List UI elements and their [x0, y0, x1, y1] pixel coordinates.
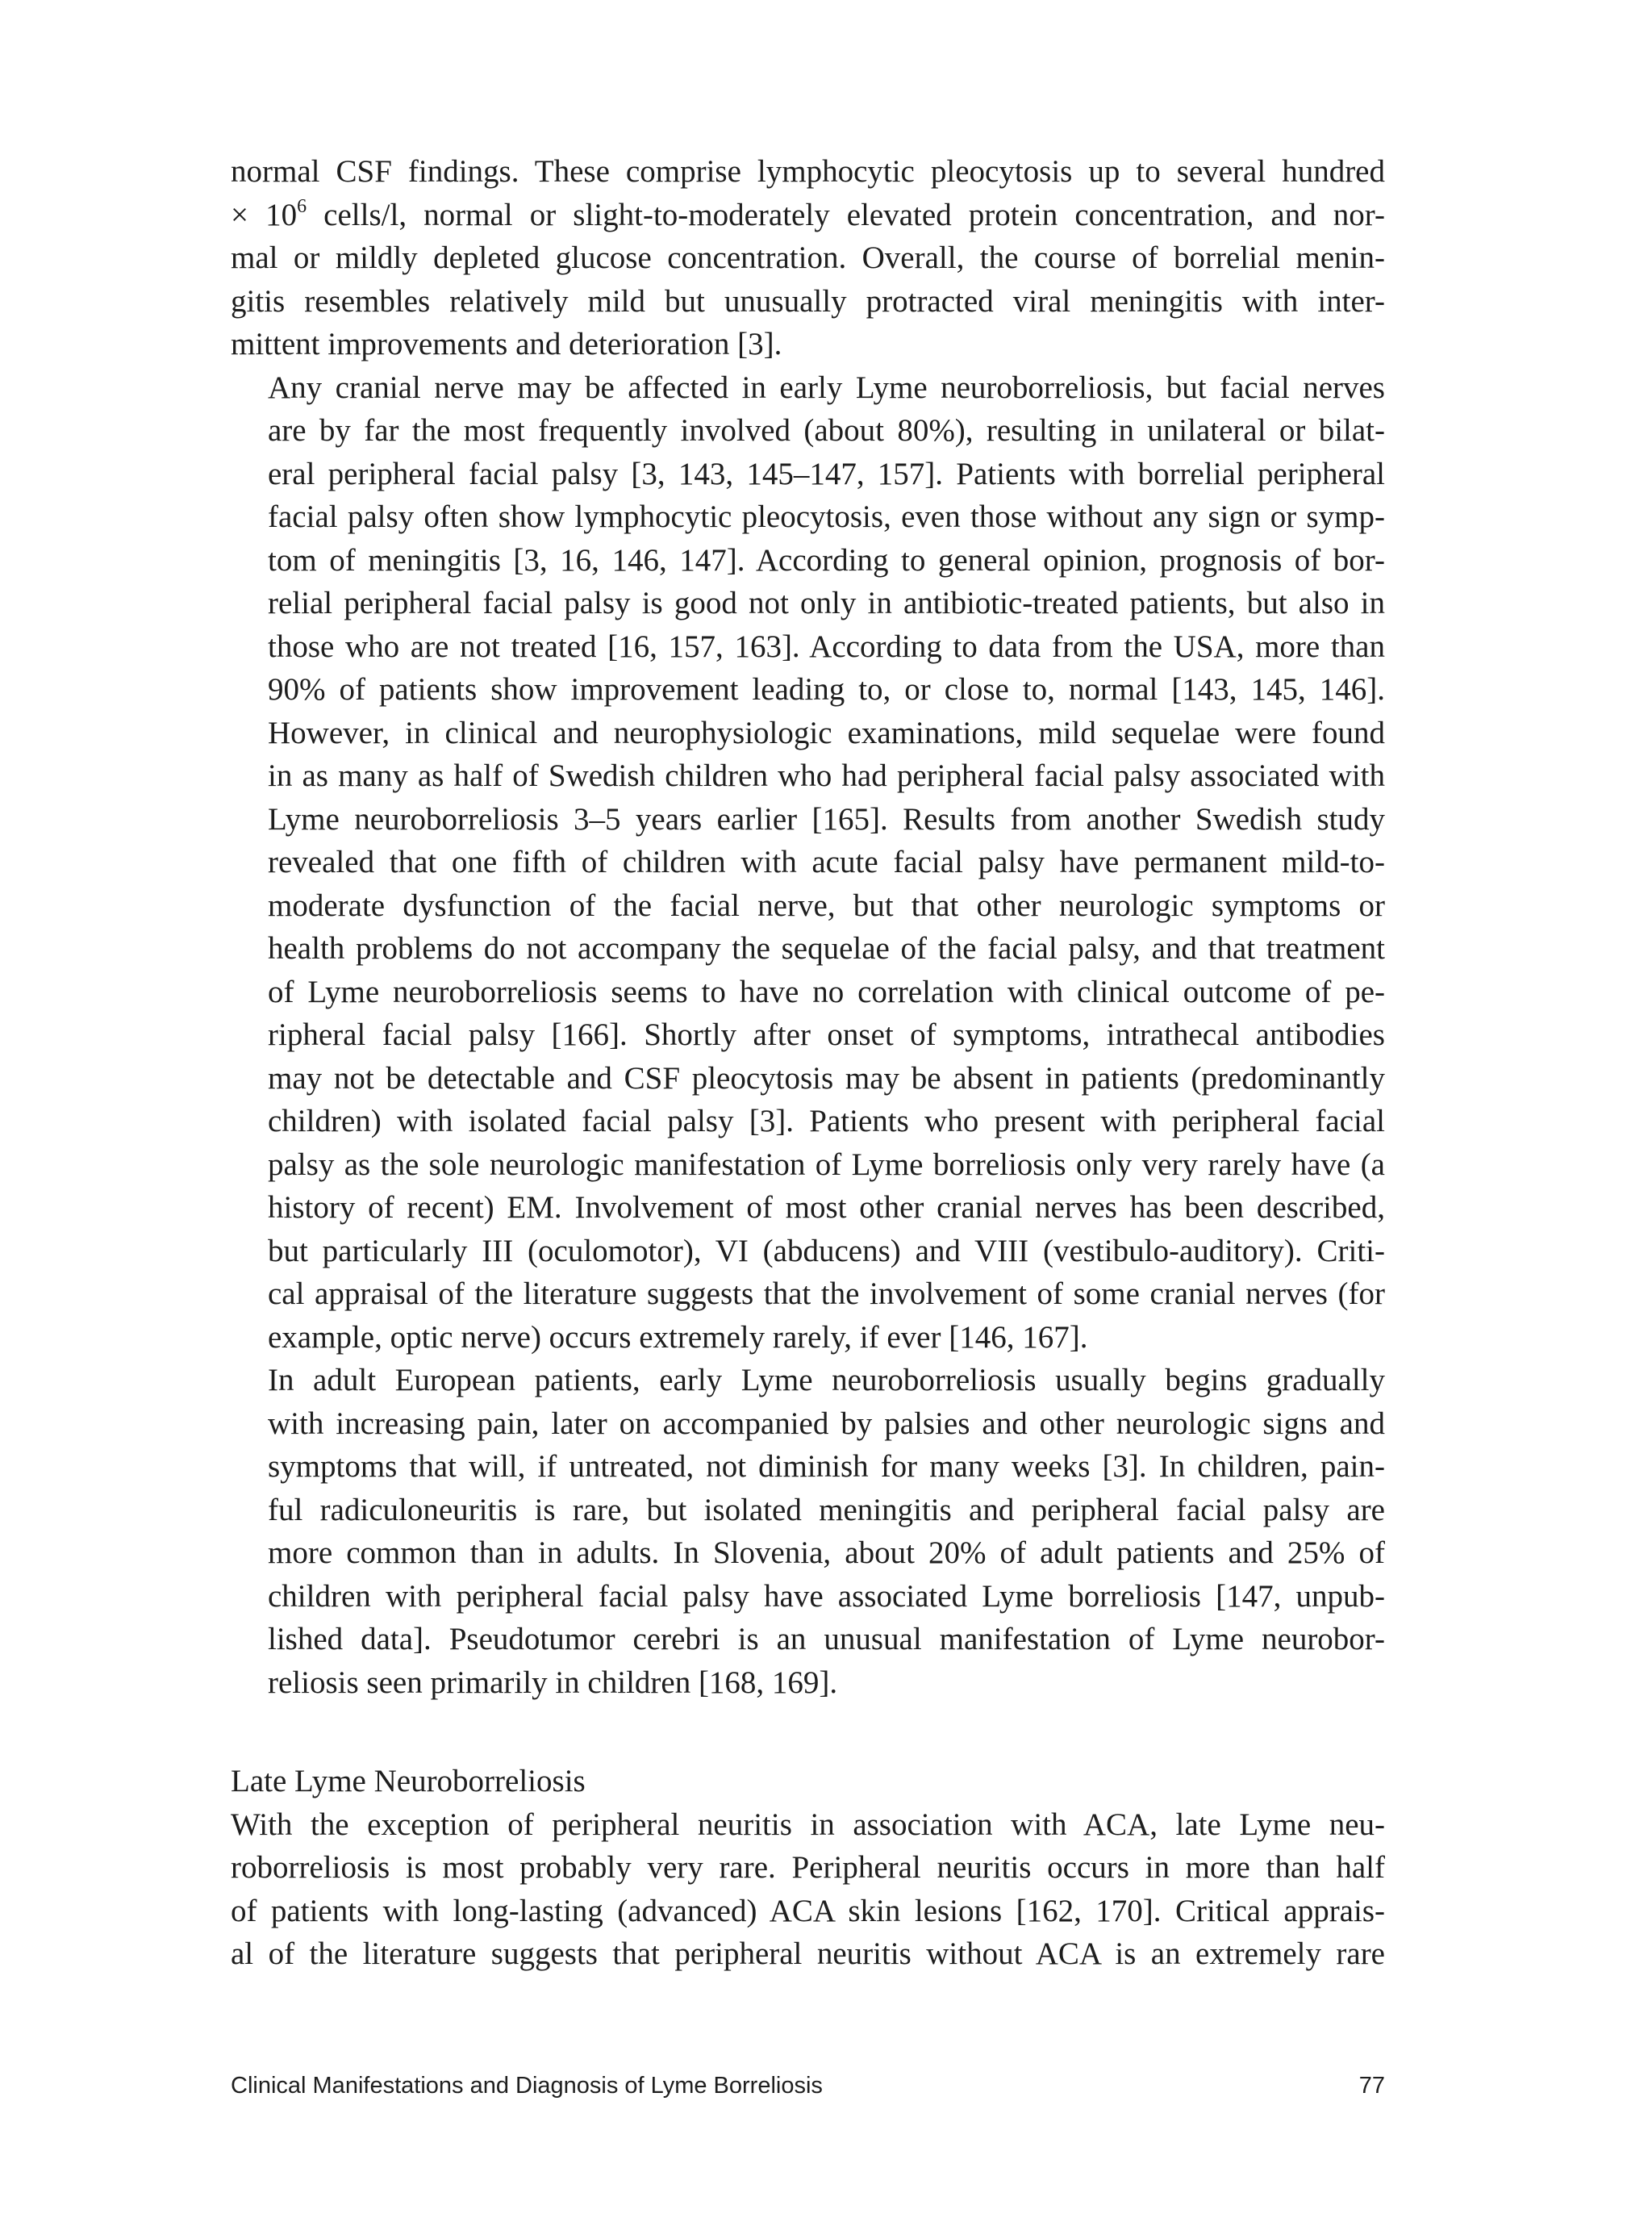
paragraph-2: [231, 366, 1385, 1360]
text-line: those who are not treated [16, 157, 163]. According to data from the USA, more than: [268, 629, 1385, 664]
text-line: lished data]. Pseudotumor cerebri is an unusual manifestation of Lyme neurobor-: [268, 1622, 1385, 1656]
text-fragment: cells/l, normal or slight-to-moderately elevated protein concentration, and nor-: [307, 197, 1385, 232]
paragraph-4: [231, 1803, 1385, 1976]
text-line: mal or mildly depleted glucose concentration. Overall, the course of borrelial menin-: [231, 240, 1385, 275]
text-line: 90% of patients show improvement leading to, or close to, normal [143, 145, 146].: [268, 672, 1385, 707]
text-line: reliosis seen primarily in children [168, 169].: [268, 1665, 838, 1700]
body-text: [231, 150, 1385, 1704]
text-line: tom of meningitis [3, 16, 146, 147]. According to general opinion, prognosis of bor-: [268, 542, 1385, 578]
text-line: children) with isolated facial palsy [3]. Patients who present with peripheral facial: [268, 1104, 1385, 1138]
text-line: with increasing pain, later on accompanied by palsies and other neurologic signs and: [268, 1406, 1385, 1441]
text-line: more common than in adults. In Slovenia, about 20% of adult patients and 25% of: [268, 1535, 1385, 1570]
text-line: ripheral facial palsy [166]. Shortly after onset of symptoms, intrathecal antibodies: [268, 1017, 1385, 1052]
text-line: of patients with long-lasting (advanced) ACA skin lesions [162, 170]. Critical apprais-: [231, 1893, 1385, 1928]
text-line: but particularly III (oculomotor), VI (abducens) and VIII (vestibulo-auditory). Criti-: [268, 1233, 1385, 1268]
times-ten: × 10: [231, 197, 298, 232]
text-line: health problems do not accompany the sequelae of the facial palsy, and that treatment: [268, 931, 1385, 966]
text-line: history of recent) EM. Involvement of most other cranial nerves has been described,: [268, 1190, 1385, 1225]
running-footer-title: Clinical Manifestations and Diagnosis of Lyme Borreliosis: [231, 2073, 823, 2099]
text-line: example, optic nerve) occurs extremely rarely, if ever [146, 167].: [268, 1319, 1088, 1355]
paragraph-3: [231, 1359, 1385, 1704]
text-line: relial peripheral facial palsy is good not only in antibiotic-treated patients, but also in: [268, 586, 1385, 620]
text-line: roborreliosis is most probably very rare. Peripheral neuritis occurs in more than half: [231, 1850, 1385, 1885]
exponent: 6: [297, 195, 307, 217]
text-line: [231, 194, 1385, 237]
text-line: With the exception of peripheral neuritis in association with ACA, late Lyme neu-: [231, 1807, 1385, 1842]
text-line: In adult European patients, early Lyme neuroborreliosis usually begins gradually: [268, 1363, 1385, 1397]
late-neuroborreliosis-section: [231, 1760, 1385, 1976]
text-line: facial palsy often show lymphocytic pleocytosis, even those without any sign or symp-: [268, 499, 1385, 534]
text-line: symptoms that will, if untreated, not diminish for many weeks [3]. In children, pain-: [268, 1449, 1385, 1484]
text-line: children with peripheral facial palsy have associated Lyme borreliosis [147, unpub-: [268, 1578, 1385, 1614]
text-line: of Lyme neuroborreliosis seems to have no correlation with clinical outcome of pe-: [268, 974, 1385, 1009]
text-line: normal CSF findings. These comprise lymphocytic pleocytosis up to several hundred: [231, 154, 1385, 189]
text-line: revealed that one fifth of children with acute facial palsy have permanent mild-to-: [268, 845, 1385, 879]
text-line: Any cranial nerve may be affected in early Lyme neuroborreliosis, but facial nerves: [268, 370, 1385, 405]
text-line: moderate dysfunction of the facial nerve, but that other neurologic symptoms or: [268, 888, 1385, 923]
text-line: al of the literature suggests that peripheral neuritis without ACA is an extremely rare: [231, 1936, 1385, 1971]
text-line: However, in clinical and neurophysiologic examinations, mild sequelae were found: [268, 715, 1385, 750]
text-line: cal appraisal of the literature suggests that the involvement of some cranial nerves (for: [268, 1276, 1385, 1311]
text-line: in as many as half of Swedish children who had peripheral facial palsy associated with: [268, 758, 1385, 793]
text-line: may not be detectable and CSF pleocytosis may be absent in patients (predominantly: [268, 1060, 1385, 1096]
text-line: mittent improvements and deterioration [3].: [231, 327, 782, 361]
paragraph-1: [231, 150, 1385, 366]
text-line: eral peripheral facial palsy [3, 143, 145–147, 157]. Patients with borrelial peripheral: [268, 456, 1385, 491]
text-line: ful radiculoneuritis is rare, but isolated meningitis and peripheral facial palsy are: [268, 1492, 1385, 1527]
text-line: gitis resembles relatively mild but unusually protracted viral meningitis with inter-: [231, 283, 1385, 319]
section-heading: Late Lyme Neuroborreliosis: [231, 1764, 586, 1798]
text-line: palsy as the sole neurologic manifestation of Lyme borreliosis only very rarely have (a: [268, 1147, 1385, 1182]
text-line: are by far the most frequently involved (about 80%), resulting in unilateral or bilat-: [268, 413, 1385, 448]
text-line: Lyme neuroborreliosis 3–5 years earlier [165]. Results from another Swedish study: [268, 801, 1385, 837]
page-number: 77: [1358, 2073, 1385, 2099]
